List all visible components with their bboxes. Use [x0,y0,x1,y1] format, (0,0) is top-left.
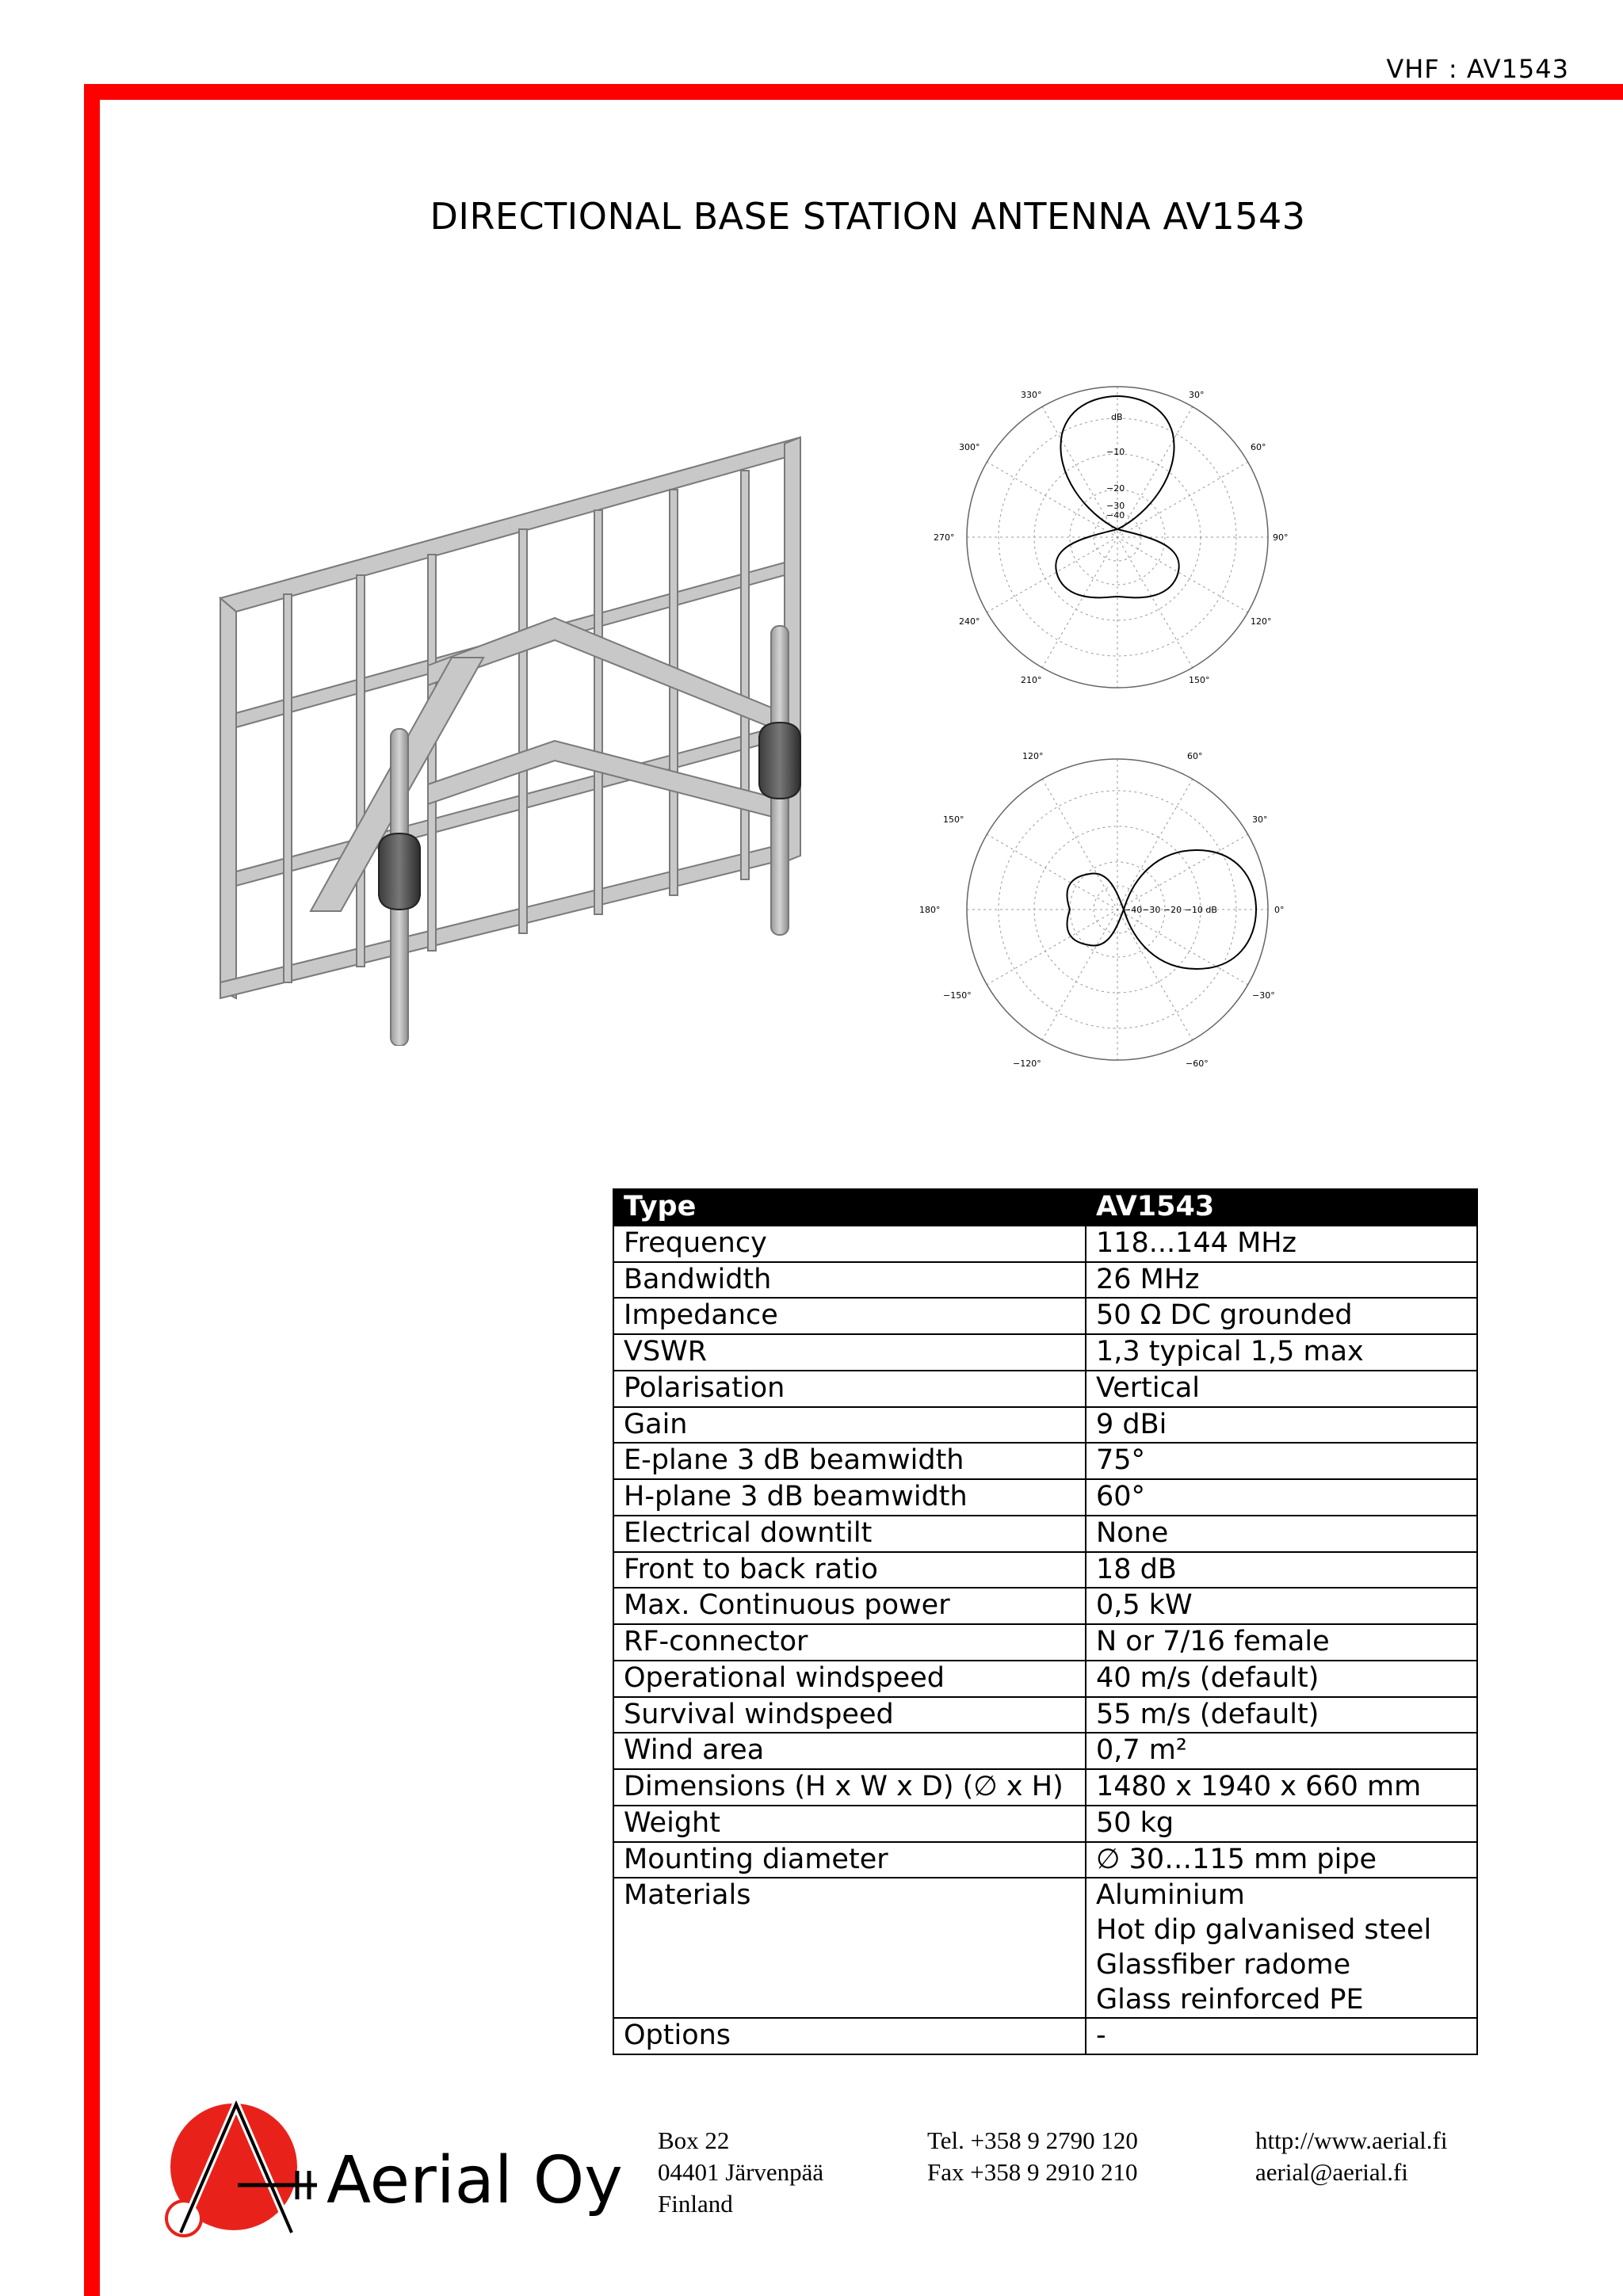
spec-label: Gain [613,1407,1086,1444]
footer-web [1255,2125,1447,2188]
fax-line: Fax +358 9 2910 210 [927,2158,1138,2186]
polar-diagram-top [927,379,1308,696]
material-item: Glassfiber radome [1096,1948,1351,1981]
spec-label: Impedance [613,1298,1086,1334]
table-row [613,1733,1477,1769]
angle-label: −120° [1013,1058,1041,1069]
db-label: dB [1111,412,1123,422]
spec-label: Polarisation [613,1371,1086,1407]
spec-label: Front to back ratio [613,1552,1086,1589]
table-row [613,1298,1477,1334]
angle-label: 120° [1022,751,1044,761]
angle-label: 60° [1187,751,1203,761]
angle-label: 150° [943,814,964,825]
spec-value: 50 Ω DC grounded [1086,1298,1477,1334]
table-row [613,1588,1477,1624]
table-row [613,1842,1477,1878]
red-left-border [84,84,100,2296]
spec-value: 0,7 m² [1086,1733,1477,1769]
page-title: DIRECTIONAL BASE STATION ANTENNA AV1543 [430,195,1306,238]
spec-value: 60° [1086,1479,1477,1516]
spec-value: 1480 x 1940 x 660 mm [1086,1769,1477,1806]
spec-header-value: AV1543 [1086,1189,1477,1226]
table-row [613,1697,1477,1733]
table-row [613,1226,1477,1262]
spec-label: Wind area [613,1733,1086,1769]
table-row [613,1661,1477,1697]
db-scale-label: −40−30 −20 −10 dB [1124,905,1217,915]
spec-value: 9 dBi [1086,1407,1477,1444]
spec-label: Options [613,2018,1086,2054]
table-row [613,1262,1477,1299]
angle-label: 180° [919,905,941,915]
website-link[interactable]: http://www.aerial.fi [1255,2126,1448,2154]
table-row [613,1479,1477,1516]
spec-value: 1,3 typical 1,5 max [1086,1334,1477,1371]
angle-label: 300° [959,442,980,452]
table-row [613,1806,1477,1842]
angle-label: 120° [1251,616,1272,627]
angle-label: 240° [959,616,980,627]
angle-label: 90° [1273,532,1289,543]
spec-label: Max. Continuous power [613,1588,1086,1624]
angle-label: −60° [1186,1058,1209,1069]
table-row [613,1334,1477,1371]
spec-label: E-plane 3 dB beamwidth [613,1443,1086,1479]
spec-value: 75° [1086,1443,1477,1479]
spec-label: Materials [613,1878,1086,2018]
spec-label: Mounting diameter [613,1842,1086,1878]
spec-value: 55 m/s (default) [1086,1697,1477,1733]
footer-address [658,2125,823,2220]
table-row [613,1516,1477,1552]
email-link[interactable]: aerial@aerial.fi [1255,2158,1408,2186]
angle-label: 330° [1021,390,1042,400]
table-row [613,1624,1477,1661]
address-line: 04401 Järvenpää [658,2158,824,2186]
spec-label: H-plane 3 dB beamwidth [613,1479,1086,1516]
angle-label: 210° [1021,675,1042,685]
document-code: VHF : AV1543 [1386,54,1569,84]
angle-label: −30° [1252,990,1275,1001]
company-logo [158,2092,650,2242]
db-label: −20 [1106,483,1125,494]
phone-line: Tel. +358 9 2790 120 [927,2126,1138,2154]
angle-label: 270° [934,532,955,543]
polar-diagram-bottom [919,743,1300,1076]
table-row [613,1552,1477,1589]
footer-phone [927,2125,1138,2188]
spec-value: Vertical [1086,1371,1477,1407]
spec-value: 50 kg [1086,1806,1477,1842]
spec-label: Operational windspeed [613,1661,1086,1697]
spec-value: 26 MHz [1086,1262,1477,1299]
spec-label: Survival windspeed [613,1697,1086,1733]
db-label: −40 [1106,510,1125,521]
address-line: Box 22 [658,2126,730,2154]
spec-label: Bandwidth [613,1262,1086,1299]
red-top-border [84,84,1623,100]
spec-value: 18 dB [1086,1552,1477,1589]
spec-label: RF-connector [613,1624,1086,1661]
angle-label: 30° [1189,390,1205,400]
table-row [613,1371,1477,1407]
spec-value-materials [1086,1878,1477,2018]
db-label: −10 [1106,447,1125,457]
spec-label: Dimensions (H x W x D) (∅ x H) [613,1769,1086,1806]
antenna-illustration [214,428,824,1046]
spec-value: 0,5 kW [1086,1588,1477,1624]
table-row [613,1407,1477,1444]
material-item: Aluminium [1096,1879,1245,1912]
spec-table [613,1188,1478,2055]
spec-value: 40 m/s (default) [1086,1661,1477,1697]
db-label: −30 [1106,501,1125,511]
spec-value: - [1086,2018,1477,2054]
table-row [613,1769,1477,1806]
material-item: Hot dip galvanised steel [1096,1914,1432,1946]
spec-value: 118...144 MHz [1086,1226,1477,1262]
spec-header-row [613,1189,1477,1226]
angle-label: 30° [1252,814,1268,825]
company-name: Aerial Oy [327,2143,623,2218]
angle-label: 150° [1189,675,1210,685]
table-row [613,1443,1477,1479]
spec-label: Weight [613,1806,1086,1842]
angle-label: 0° [1274,905,1285,915]
spec-label: VSWR [613,1334,1086,1371]
spec-value: N or 7/16 female [1086,1624,1477,1661]
table-row [613,1878,1477,2018]
spec-label: Frequency [613,1226,1086,1262]
spec-value: None [1086,1516,1477,1552]
spec-label: Electrical downtilt [613,1516,1086,1552]
spec-value: ∅ 30…115 mm pipe [1086,1842,1477,1878]
material-item: Glass reinforced PE [1096,1983,1364,2016]
address-line: Finland [658,2190,733,2218]
table-row [613,2018,1477,2054]
angle-label: 60° [1251,442,1266,452]
spec-header-label: Type [613,1189,1086,1226]
angle-label: −150° [943,990,972,1001]
